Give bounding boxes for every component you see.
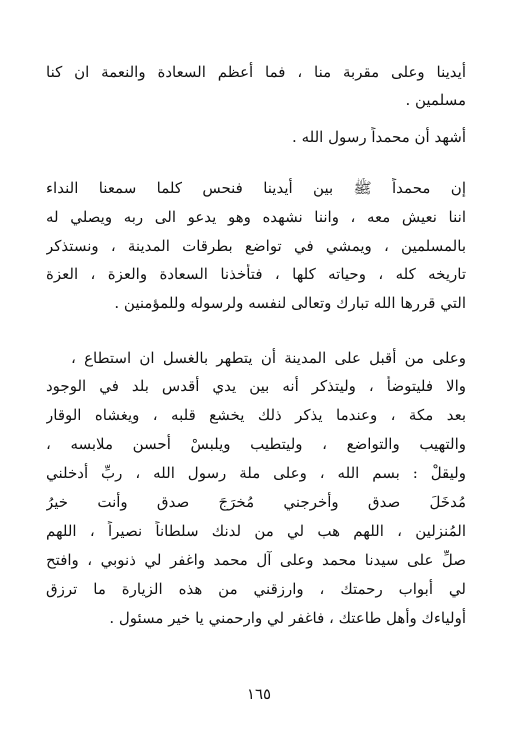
text-line-4: إن محمداً ﷺ بين أيدينا فنحس كلما سمعنا النداء xyxy=(46,179,466,197)
text-line-7: تاريخه كله ، وحياته كلها ، فتأخذنا السعادة والعزة ، العزة xyxy=(46,265,466,283)
text-line-18: أولياءك وأهل طاعتك ، فاغفر لي وارحمني يا خير مسئول . xyxy=(109,609,466,627)
text-line-16: صلِّ على سيدنا محمد وعلى آل محمد واغفر لي ذنوبي ، وافتح xyxy=(46,551,466,569)
text-line-13: وليقلْ : بسم الله ، وعلى ملة رسول الله ، ربِّ أدخلني xyxy=(46,464,466,482)
text-line-8: التي قررها الله تبارك وتعالى لنفسه ولرسوله وللمؤمنين . xyxy=(114,294,466,312)
page-number: ١٦٥ xyxy=(246,685,272,703)
text-line-6: بالمسلمين ، ويمشي في تواضع بطرقات المدينة ، ونستذكر xyxy=(46,237,466,255)
text-line-9: وعلى من أقبل على المدينة أن يتطهر بالغسل ان استطاع ، xyxy=(71,349,466,367)
text-line-10: والا فليتوضأ ، وليتذكر أنه بين يدي أقدس بلد في الوجود xyxy=(46,377,466,395)
text-line-14: مُدخَلَ صدق وأخرجني مُخرَجَ صدق وأنت خيرُ xyxy=(46,493,466,511)
text-line-3: أشهد أن محمداً رسول الله . xyxy=(292,128,466,146)
text-line-15: المُنزلين ، اللهم هب لي من لدنك سلطاناً نصيراً ، اللهم xyxy=(46,522,466,540)
text-line-12: والتهيب والتواضع ، وليتطيب ويلبسْ أحسن ملابسه ، xyxy=(46,435,466,453)
text-line-11: بعد مكة ، وعندما يذكر ذلك يخشع قلبه ، ويغشاه الوقار xyxy=(46,406,466,424)
text-line-5: اننا نعيش معه ، واننا نشهده وهو يدعو الى ربه ويصلي له xyxy=(46,208,466,226)
text-line-17: لي أبواب رحمتك ، وارزقني من هذه الزيارة ما ترزق xyxy=(46,580,466,598)
text-line-1: أيدينا وعلى مقربة منا ، فما أعظم السعادة والنعمة ان كنا xyxy=(46,63,466,81)
text-line-2: مسلمين . xyxy=(405,91,466,109)
